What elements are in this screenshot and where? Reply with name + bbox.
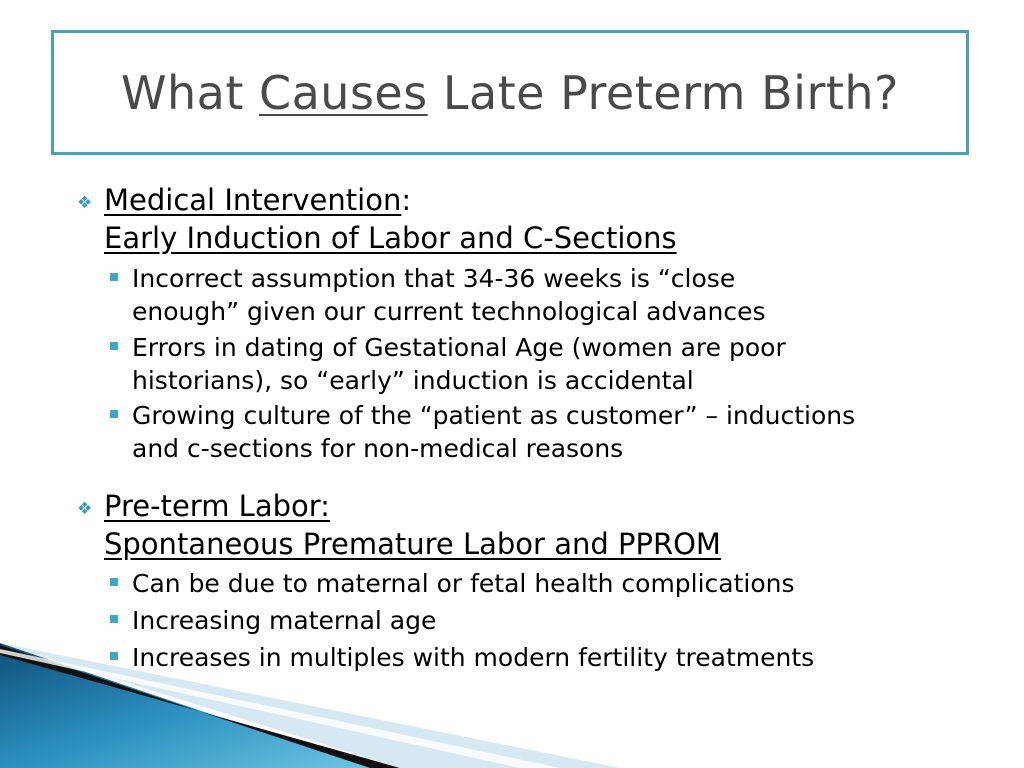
section-heading [104, 181, 411, 219]
section-subheading-text: Early Induction of Labor and C-Sections [104, 221, 677, 255]
bullet-line: Increasing maternal age [132, 606, 437, 635]
bullet-line: and c-sections for non-medical reasons [132, 434, 624, 463]
bullet-line: enough” given our current technological advances [132, 297, 766, 326]
square-bullet-icon [110, 273, 118, 281]
bullet-line: historians), so “early” induction is accidental [132, 366, 694, 395]
decorative-swoosh [0, 643, 620, 768]
square-bullet-icon [110, 342, 118, 350]
bullet-line: Growing culture of the “patient as customer” – inductions [132, 401, 856, 430]
title-part-before: What [121, 65, 259, 120]
title-part-after: Late Preterm Birth? [427, 65, 899, 120]
bullet-line: Incorrect assumption that 34-36 weeks is “close [132, 264, 736, 293]
section-heading-underlined: Pre-term Labor: [104, 489, 330, 523]
section-heading-suffix: : [401, 183, 412, 217]
bullet-line: Errors in dating of Gestational Age (women are poor [132, 333, 786, 362]
square-bullet-icon [110, 410, 118, 418]
section-heading [104, 487, 330, 525]
bullet-line: Increases in multiples with modern fertility treatments [132, 643, 815, 672]
bullet-line: Can be due to maternal or fetal health complications [132, 569, 795, 598]
section-subheading-text: Spontaneous Premature Labor and PPROM [104, 527, 721, 561]
section-heading-underlined: Medical Intervention [104, 183, 402, 217]
section-subheading [104, 525, 721, 563]
diamond-bullet-icon: ❖ [77, 193, 93, 213]
square-bullet-icon [110, 578, 118, 586]
square-bullet-icon [110, 615, 118, 623]
title-part-underlined: Causes [259, 65, 428, 120]
section-subheading [104, 219, 677, 257]
diamond-bullet-icon: ❖ [77, 499, 93, 519]
